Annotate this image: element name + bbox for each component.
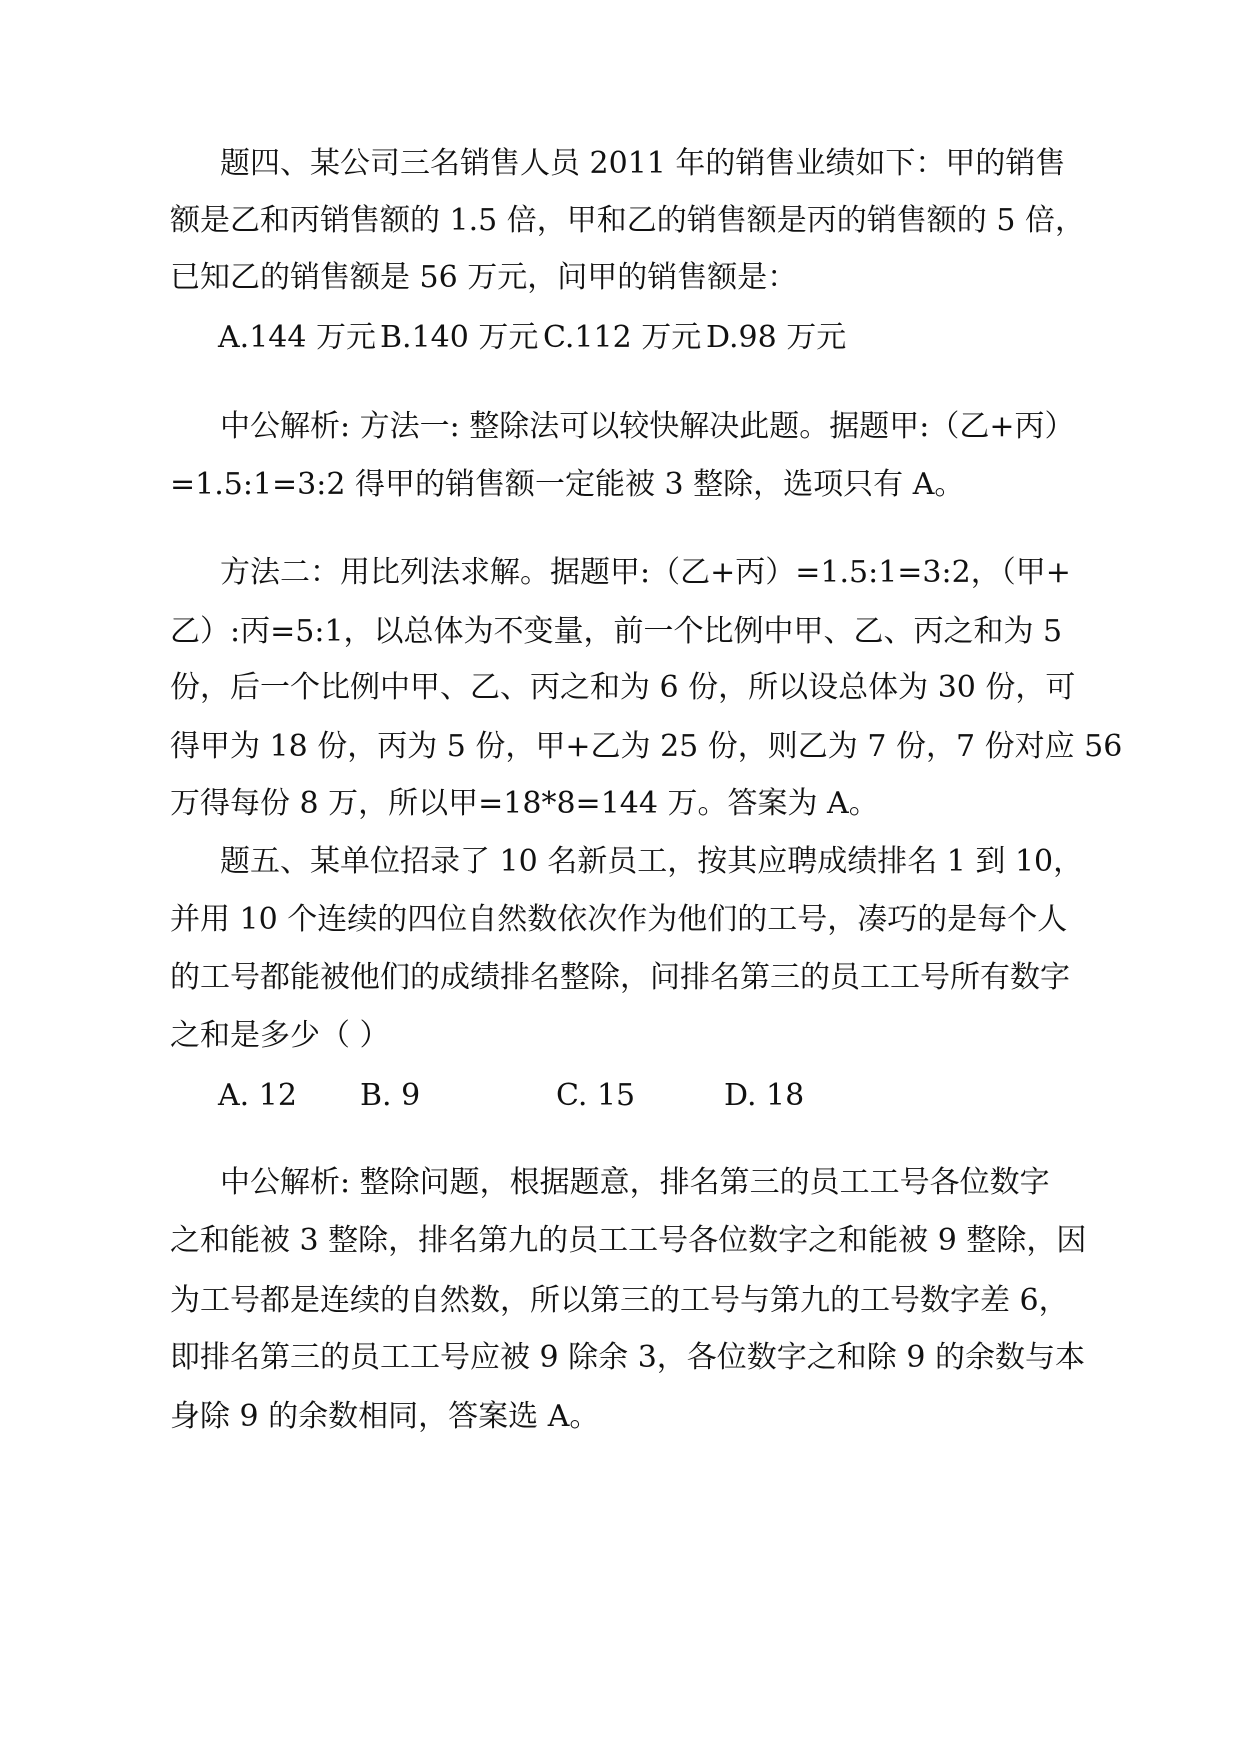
question-4-line-3: 已知乙的销售额是 56 万元，问甲的销售额是：	[170, 260, 798, 295]
question-5-line-4: 之和是多少（ ）	[170, 1018, 390, 1053]
question-5-line-2: 并用 10 个连续的四位自然数依次作为他们的工号，凑巧的是每个人	[170, 902, 1068, 937]
question-4-option-c: C.112 万元	[543, 320, 702, 355]
question-5-line-1: 题五、某单位招录了 10 名新员工，按其应聘成绩排名 1 到 10，	[220, 844, 1084, 879]
question-4-option-b: B.140 万元	[380, 320, 539, 355]
analysis-4-method2-line-2: 乙）:丙=5:1，以总体为不变量，前一个比例中甲、乙、丙之和为 5	[170, 614, 1063, 649]
analysis-5-line-1: 中公解析: 整除问题，根据题意，排名第三的员工工号各位数字	[220, 1165, 1050, 1200]
question-5-option-d: D. 18	[724, 1078, 805, 1113]
analysis-4-method2-line-1: 方法二：用比列法求解。据题甲:（乙+丙）=1.5:1=3:2，（甲+	[220, 555, 1071, 590]
analysis-4-method2-line-3: 份，后一个比例中甲、乙、丙之和为 6 份，所以设总体为 30 份，可	[170, 670, 1076, 705]
question-5-line-3: 的工号都能被他们的成绩排名整除，问排名第三的员工工号所有数字	[170, 960, 1070, 995]
question-5-option-c: C. 15	[556, 1078, 636, 1113]
analysis-4-method2-line-4: 得甲为 18 份，丙为 5 份，甲+乙为 25 份，则乙为 7 份，7 份对应 56	[170, 729, 1123, 764]
question-4-line-1: 题四、某公司三名销售人员 2011 年的销售业绩如下：甲的销售	[220, 146, 1066, 181]
analysis-5-line-2: 之和能被 3 整除，排名第九的员工工号各位数字之和能被 9 整除，因	[170, 1223, 1087, 1258]
analysis-5-line-5: 身除 9 的余数相同，答案选 A。	[170, 1399, 600, 1434]
analysis-5-line-4: 即排名第三的员工工号应被 9 除余 3，各位数字之和除 9 的余数与本	[170, 1340, 1085, 1375]
analysis-4-method1-line-1: 中公解析: 方法一: 整除法可以较快解决此题。据题甲:（乙+丙）	[220, 409, 1075, 444]
question-5-option-a: A. 12	[218, 1078, 297, 1113]
question-5-option-b: B. 9	[360, 1078, 421, 1113]
question-4-line-2: 额是乙和丙销售额的 1.5 倍，甲和乙的销售额是丙的销售额的 5 倍，	[170, 203, 1085, 238]
question-4-option-d: D.98 万元	[706, 320, 847, 355]
question-4-option-a: A.144 万元	[218, 320, 376, 355]
analysis-4-method2-line-5: 万得每份 8 万，所以甲=18*8=144 万。答案为 A。	[170, 786, 879, 821]
analysis-5-line-3: 为工号都是连续的自然数，所以第三的工号与第九的工号数字差 6，	[170, 1283, 1069, 1318]
analysis-4-method1-line-2: =1.5:1=3:2 得甲的销售额一定能被 3 整除，选项只有 A。	[170, 467, 965, 502]
